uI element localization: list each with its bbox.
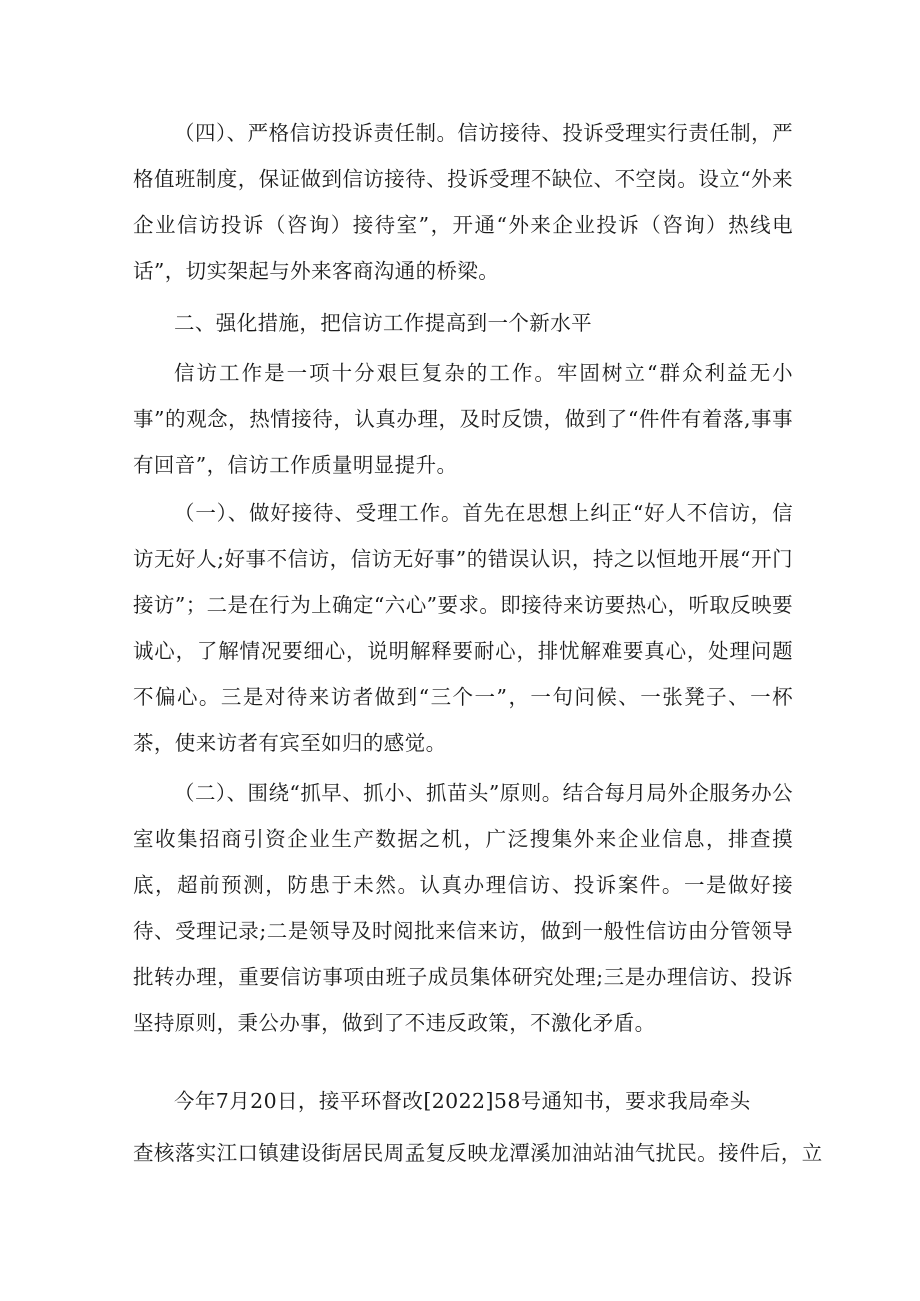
paragraph-subsection-one: （一）、做好接待、受理工作。首先在思想上纠正“好人不信访，信访无好人;好事不信访，信访无好事”的错误认识，持之以恒地开展“开门接访”；二是在行为上确定“六心”要求。即接待来访要热心，听取反映要诚心，了解情况要细心，说明解释要耐心，排忧解难要真心，处理问题不偏心。三是对待来访者做到“三个一”，一句问候、一张凳子、一杯茶，使来访者有宾至如归的感觉。 — [133, 501, 793, 755]
section-heading-two: 二、强化措施，把信访工作提高到一个新水平 — [174, 311, 592, 335]
notice-line-2-text: 查核落实江口镇建设街居民周孟复反映龙潭溪加油站油气扰民。接件后，立 — [133, 1141, 823, 1165]
paragraph-notice-line-2 — [133, 1130, 823, 1176]
paragraph-section-four: （四）、严格信访投诉责任制。信访接待、投诉受理实行责任制，严格值班制度，保证做到信访接待、投诉受理不缺位、不空岗。设立“外来企业信访投诉（咨询）接待室”，开通“外来企业投诉（咨询）热线电话”，切实架起与外来客商沟通的桥梁。 — [133, 121, 793, 283]
paragraph-intro: 信访工作是一项十分艰巨复杂的工作。牢固树立“群众利益无小事”的观念，热情接待，认真办理，及时反馈，做到了“件件有着落,事事有回音”，信访工作质量明显提升。 — [133, 361, 793, 477]
paragraph-notice-line-1 — [133, 1078, 793, 1124]
paragraph-subsection-two: （二）、围绕“抓早、抓小、抓苗头”原则。结合每月局外企服务办公室收集招商引资企业生产数据之机，广泛搜集外来企业信息，排查摸底，超前预测，防患于未然。认真办理信访、投诉案件。一是做好接待、受理记录;二是领导及时阅批来信来访，做到一般性信访由分管领导批转办理，重要信访事项由班子成员集体研究处理;三是办理信访、投诉坚持原则，秉公办事，做到了不违反政策，不激化矛盾。 — [133, 781, 793, 1035]
notice-line-1-text: 今年7月20日，接平环督改[2022]58号通知书，要求我局牵头 — [174, 1089, 751, 1113]
